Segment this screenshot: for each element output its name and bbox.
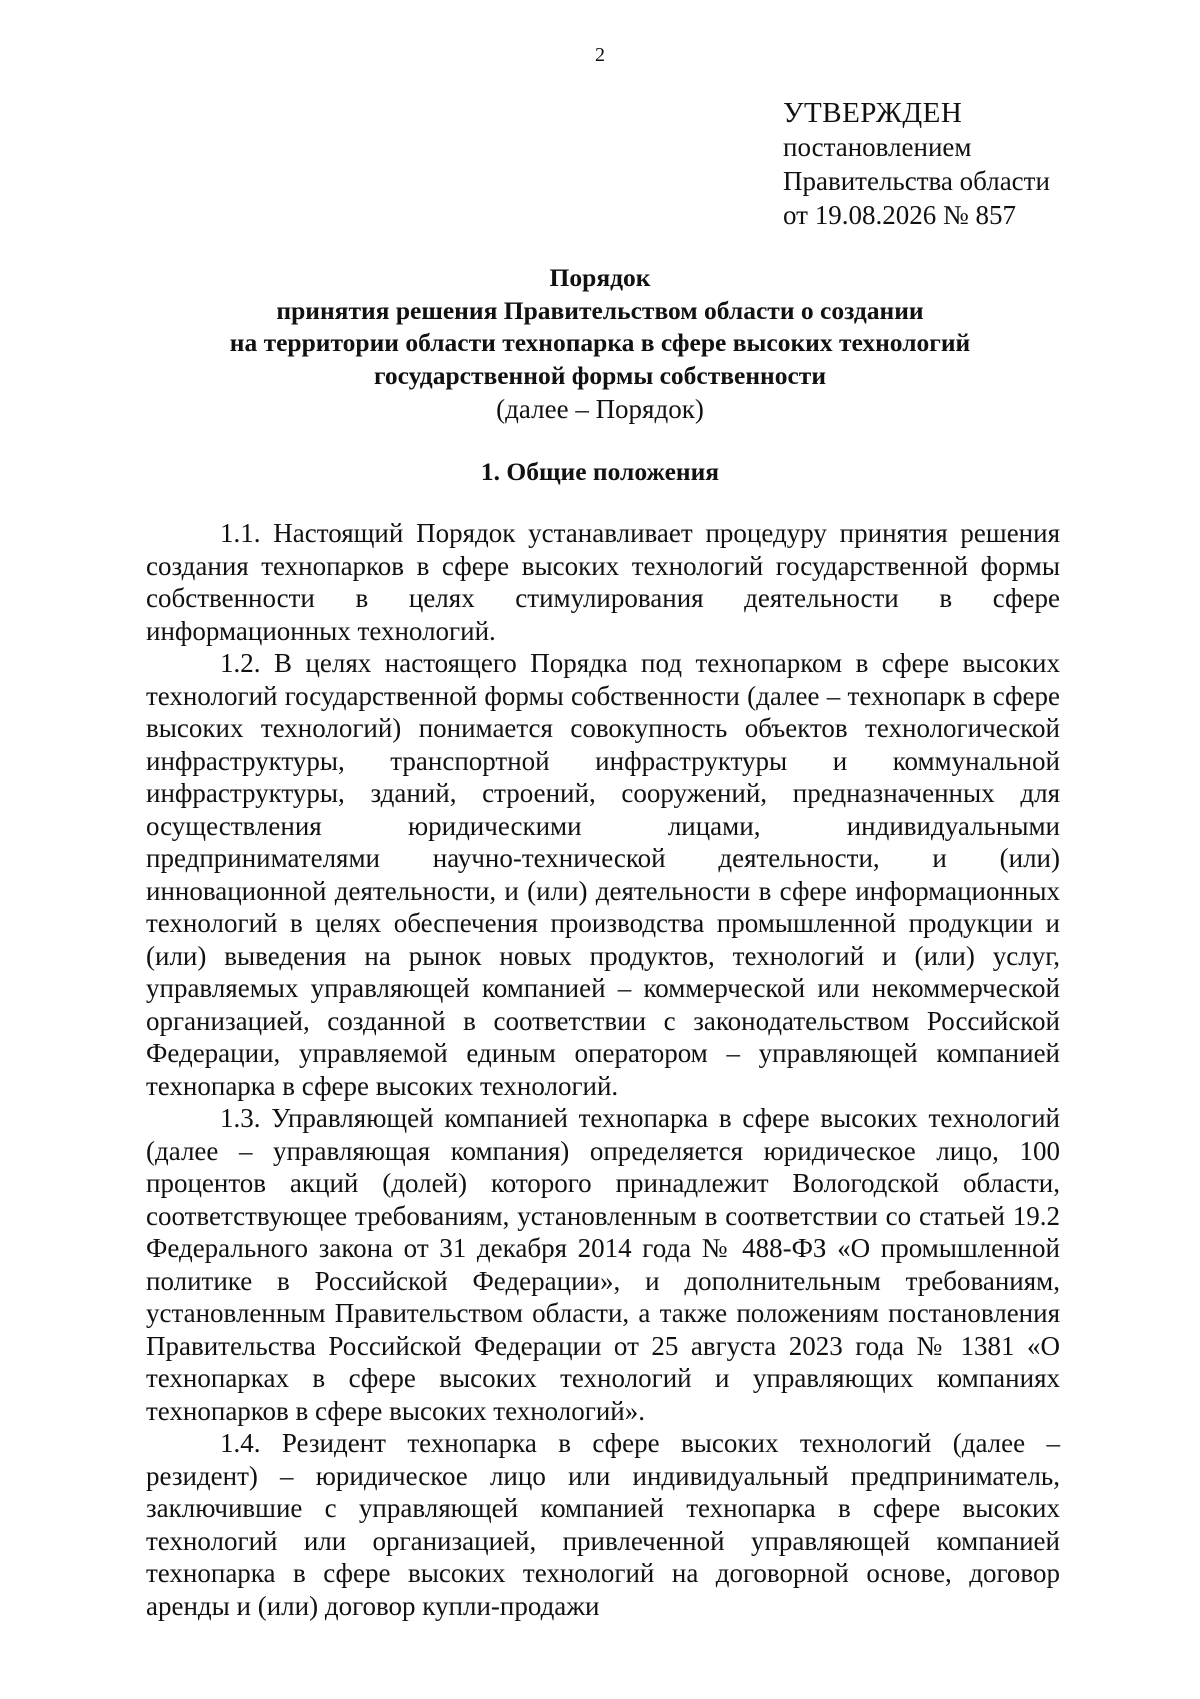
approval-line: Правительства области — [783, 166, 1050, 196]
title-line: государственной формы собственности — [373, 360, 827, 390]
paragraph-1-1: 1.1. Настоящий Порядок устанавливает процедуру принятия решения создания технопарков в сфере высоких технологий государственной формы собственности в целях стимулирования деятельности в сфере информационных технологий. — [146, 518, 1060, 646]
paragraph-1-2: 1.2. В целях настоящего Порядка под технопарком в сфере высоких технологий государственной формы собственности (далее – технопарк в сфере высоких технологий) понимается совокупность объектов технологической инфраструктуры, транспортной инфраструктуры и коммунальной инфраструктуры, зданий, строений, сооружений, предназначенных для осуществления юридическими лицами, индивидуальными предпринимателями научно-технической деятельности, и (или) инновационной деятельности, и (или) деятельности в сфере информационных технологий в целях обеспечения производства промышленной продукции и (или) выведения на рынок новых продуктов, технологий и (или) услуг, управляемых управляющей компанией – коммерческой или некоммерческой организацией, созданной в соответствии с законодательством Российской Федерации, управляемой единым оператором – управляющей компанией технопарка в сфере высоких технологий. — [146, 648, 1060, 1101]
title-line: принятия решения Правительством области о создании — [276, 295, 924, 325]
approval-date-number: от 19.08.2026 № 857 — [783, 200, 1016, 230]
approval-stamp-block — [783, 96, 1050, 232]
paragraph-1-4: 1.4. Резидент технопарка в сфере высоких технологий (далее – резидент) – юридическое лицо или индивидуальный предприниматель, заключившие с управляющей компанией технопарка в сфере высоких технологий или организацией, привлеченной управляющей компанией технопарка в сфере высоких технологий на договорной основе, договор аренды и (или) договор купли-продажи — [146, 1428, 1060, 1621]
paragraph-1-3: 1.3. Управляющей компанией технопарка в сфере высоких технологий (далее – управляющая компания) определяется юридическое лицо, 100 процентов акций (долей) которого принадлежит Вологодской области, соответствующее требованиям, установленным в соответствии со статьей 19.2 Федерального закона от 31 декабря 2014 года № 488-ФЗ «О промышленной политике в Российской Федерации», и дополнительным требованиям, установленным Правительством области, а также положениям постановления Правительства Российской Федерации от 25 августа 2023 года № 1381 «О технопарках в сфере высоких технологий и управляющих компаниях технопарков в сфере высоких технологий». — [146, 1103, 1060, 1426]
approval-stamp: УТВЕРЖДЕН — [783, 97, 963, 129]
section-body — [146, 517, 1060, 1622]
title-subtitle: (далее – Порядок) — [496, 394, 704, 424]
title-line: Порядок — [549, 263, 651, 292]
section-heading: 1. Общие положения — [480, 457, 720, 486]
document-title — [150, 262, 1050, 426]
page-number: 2 — [595, 44, 605, 66]
approval-line: постановлением — [783, 132, 972, 162]
title-line: на территории области технопарка в сфере высоких технологий — [229, 328, 971, 357]
